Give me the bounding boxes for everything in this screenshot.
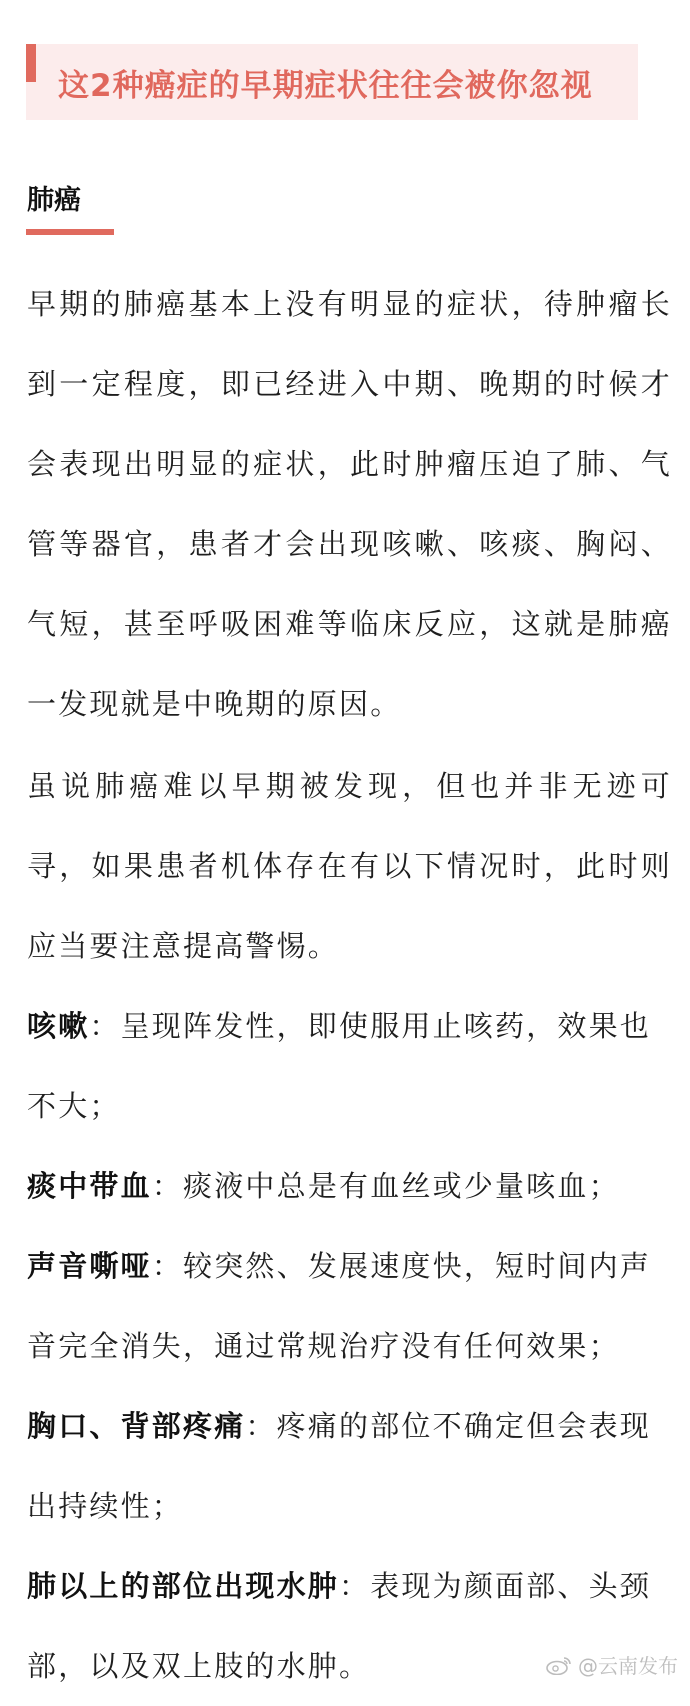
symptom-desc: ：呈现阵发性，即使服用止咳药，效果也不大； — [27, 1009, 652, 1123]
symptom-term: 痰中带血 — [27, 1169, 152, 1203]
symptom-desc: ：表现为颜面部、头颈部，以及双上肢的水肿。 — [27, 1569, 652, 1683]
symptom-item — [27, 1546, 672, 1706]
symptom-item — [27, 1226, 672, 1386]
paragraph: 早期的肺癌基本上没有明显的症状，待肿瘤长到一定程度，即已经进入中期、晚期的时候才会表现出明显的症状，此时肿瘤压迫了肺、气管等器官，患者才会出现咳嗽、咳痰、胸闷、气短，甚至呼吸困难等临床反应，这就是肺癌一发现就是中晚期的原因。 — [27, 287, 672, 721]
banner-accent-bar — [26, 44, 36, 82]
article-title: 这2种癌症的早期症状往往会被你忽视 — [58, 68, 593, 104]
paragraph: 虽说肺癌难以早期被发现，但也并非无迹可寻，如果患者机体存在有以下情况时，此时则应当要注意提高警惕。 — [27, 769, 672, 963]
symptom-item — [27, 1386, 672, 1546]
symptom-term: 肺以上的部位出现水肿 — [27, 1569, 340, 1603]
article-body — [27, 264, 672, 1706]
symptom-term: 咳嗽 — [27, 1009, 90, 1043]
weibo-icon — [546, 1655, 572, 1675]
symptom-desc: ：痰液中总是有血丝或少量咳血； — [151, 1169, 620, 1203]
symptom-item — [27, 1146, 672, 1226]
symptom-term: 声音嘶哑 — [27, 1249, 152, 1283]
symptom-item — [27, 986, 672, 1146]
section-underline — [26, 229, 114, 235]
watermark — [542, 1648, 682, 1681]
symptom-term: 胸口、背部疼痛 — [27, 1409, 246, 1443]
symptom-desc: ：较突然、发展速度快，短时间内声音完全消失，通过常规治疗没有任何效果； — [27, 1249, 652, 1363]
symptom-desc: ：疼痛的部位不确定但会表现出持续性； — [27, 1409, 652, 1523]
title-banner — [26, 44, 638, 120]
section-heading: 肺癌 — [27, 185, 81, 216]
watermark-text: @云南发布 — [578, 1654, 678, 1678]
